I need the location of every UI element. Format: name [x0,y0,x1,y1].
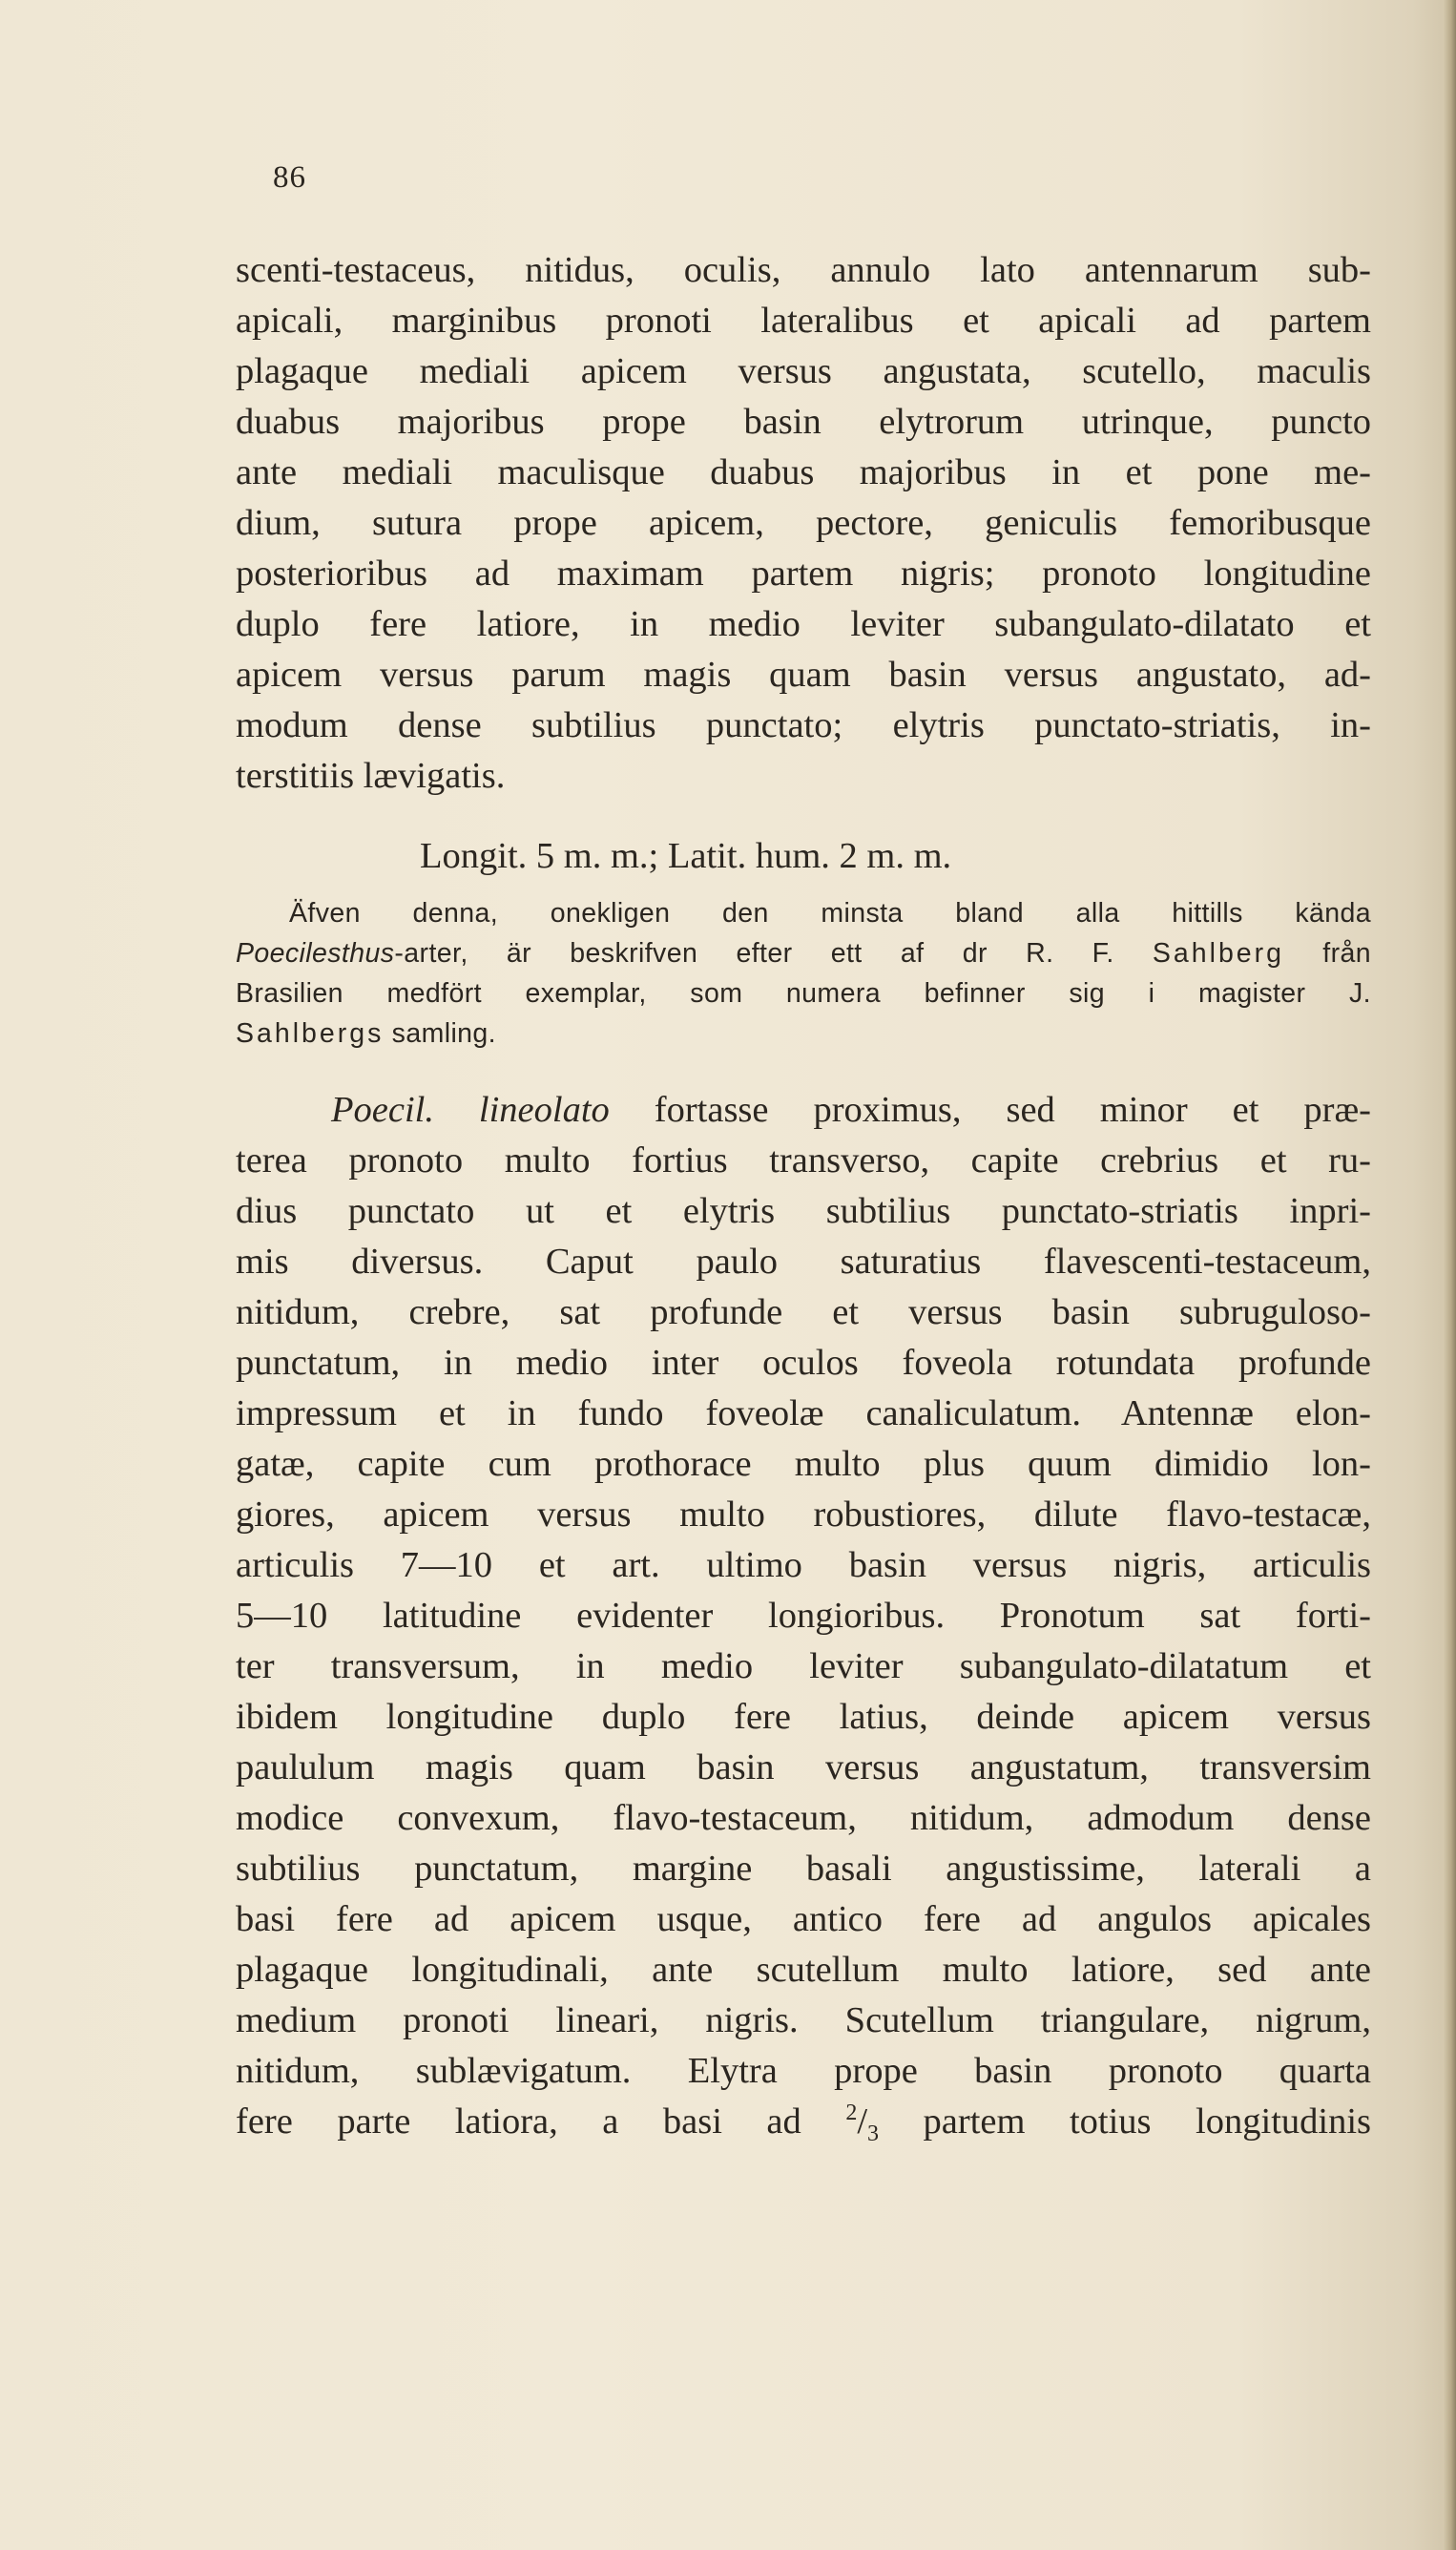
text-line: apicali, marginibus pronoti lateralibus et apicali ad partem [236,301,1371,341]
text-line: nitidum, sublævigatum. Elytra prope basin pronoto quarta [236,2051,1371,2091]
note-line: Brasilien medfört exemplar, som numera befinner sig i magister J. [236,978,1371,1009]
text-line: plagaque mediali apicem versus angustata, scutello, maculis [236,351,1371,391]
text-line: ter transversum, in medio leviter subangulato-dilatatum et [236,1646,1371,1686]
text-line: subtilius punctatum, margine basali angustissime, laterali a [236,1849,1371,1889]
text-line: dius punctato ut et elytris subtilius punctato-striatis inpri- [236,1191,1371,1231]
text-line: terea pronoto multo fortius transverso, capite crebrius et ru- [236,1140,1371,1181]
text-line: gatæ, capite cum prothorace multo plus quum dimidio lon- [236,1444,1371,1484]
species-reference: Poecil. lineolato [331,1090,610,1130]
text-line: mis diversus. Caput paulo saturatius flavescenti-testaceum, [236,1242,1371,1282]
paragraph-description [236,245,1371,802]
text-line: Poecil. lineolato fortasse proximus, sed minor et præ- [331,1090,1371,1130]
genus-name: Poecilesthus [236,938,395,969]
paragraph-comparison [236,1085,1371,2147]
fraction: $^2/_3$ [845,2101,880,2146]
text-line: apicem versus parum magis quam basin versus angustato, ad- [236,655,1371,695]
collector-name: Sahlbergs [236,1018,385,1049]
text-line: fere parte latiora, a basi ad $^2/_3$ partem totius longitudinis [236,2101,1372,2146]
text-line: duplo fere latiore, in medio leviter subangulato-dilatato et [236,604,1371,644]
text-line: ante mediali maculisque duabus majoribus in et pone me- [236,452,1371,492]
text-line: posterioribus ad maximam partem nigris; pronoto longitudine [236,554,1371,594]
measurements: Longit. 5 m. m.; Latit. hum. 2 m. m. [420,836,952,876]
text-line: plagaque longitudinali, ante scutellum multo latiore, sed ante [236,1950,1371,1990]
note-line: Poecilesthus-arter, är beskrifven efter ett af dr R. F. Sahlberg från [236,938,1371,969]
swedish-note [236,893,1371,1054]
text-line: impressum et in fundo foveolæ canaliculatum. Antennæ elon- [236,1393,1371,1433]
text-line: duabus majoribus prope basin elytrorum utrinque, puncto [236,402,1371,442]
text-line: nitidum, crebre, sat profunde et versus basin subruguloso- [236,1292,1371,1332]
text-line: dium, sutura prope apicem, pectore, geniculis femoribusque [236,503,1371,543]
text-line: terstitiis lævigatis. [236,756,506,796]
page-number: 86 [273,160,306,195]
text-line: giores, apicem versus multo robustiores, dilute flavo-testacæ, [236,1494,1371,1535]
text-line: modice convexum, flavo-testaceum, nitidum, admodum dense [236,1798,1371,1838]
text-line: ibidem longitudine duplo fere latius, deinde apicem versus [236,1697,1371,1737]
author-name: Sahlberg [1152,938,1284,969]
text-line: articulis 7—10 et art. ultimo basin versus nigris, articulis [236,1545,1371,1585]
note-line: Sahlbergs samling. [236,1018,496,1049]
text-line: 5—10 latitudine evidenter longioribus. Pronotum sat forti- [236,1596,1371,1636]
text-line: basi fere ad apicem usque, antico fere ad angulos apicales [236,1899,1371,1939]
text-line: scenti-testaceus, nitidus, oculis, annulo lato antennarum sub- [236,250,1371,290]
text-line: modum dense subtilius punctato; elytris punctato-striatis, in- [236,705,1371,745]
page-edge [1443,0,1456,2550]
text-line: paululum magis quam basin versus angustatum, transversim [236,1747,1371,1787]
text-line: medium pronoti lineari, nigris. Scutellum triangulare, nigrum, [236,2000,1371,2040]
text-line: punctatum, in medio inter oculos foveola rotundata profunde [236,1343,1371,1383]
note-line: Äfven denna, onekligen den minsta bland alla hittills kända [289,898,1371,929]
